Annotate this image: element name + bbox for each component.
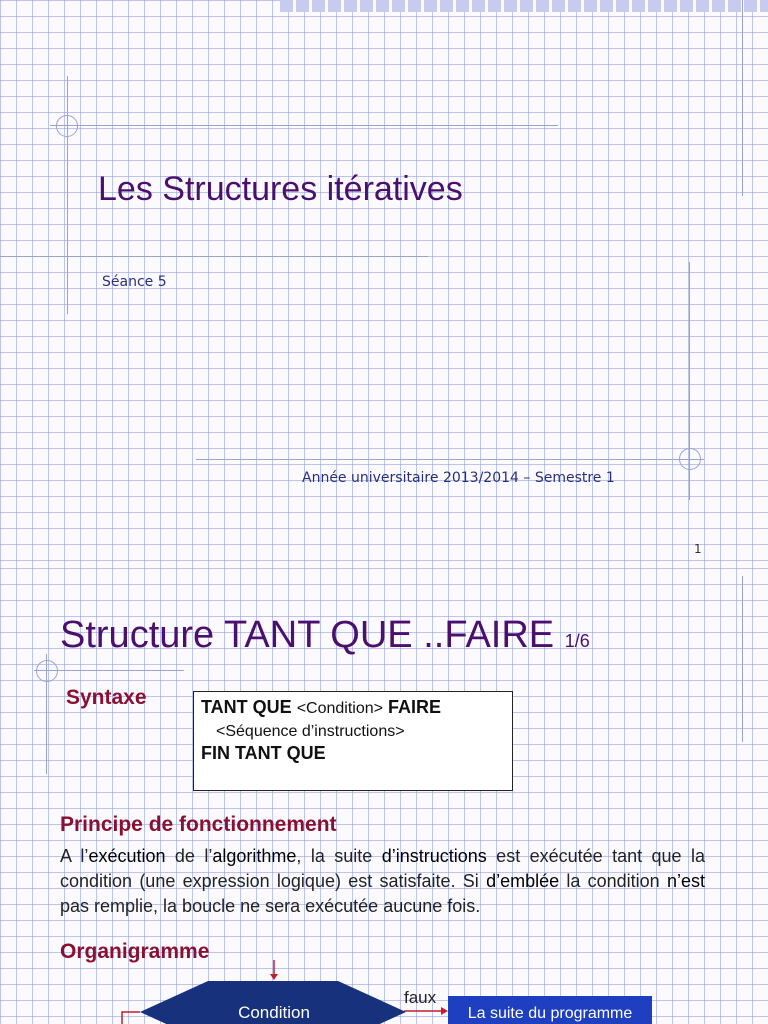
principle-paragraph <box>60 844 705 919</box>
slide-title-fraction: 1/6 <box>564 631 590 651</box>
next-program-label: La suite du programme <box>467 1005 633 1022</box>
principle-text: A l’ <box>60 846 89 866</box>
flowchart-heading: Organigramme <box>60 940 210 963</box>
principle-text: est exécutée tant que la condition (une expression logique) est satisfaite. Si <box>60 846 705 891</box>
decor-line <box>0 256 428 257</box>
slide-title-text: Structure TANT QUE ..FAIRE <box>60 614 555 656</box>
decor-circle <box>36 660 58 682</box>
syntax-box <box>193 691 513 791</box>
decor-line <box>50 125 558 126</box>
principle-text: la condition <box>559 871 667 891</box>
principle-keyword: exécution <box>88 846 166 866</box>
decor-line <box>196 459 704 460</box>
page-number: 1 <box>694 542 702 556</box>
decor-circle <box>56 115 78 137</box>
syntax-condition: <Condition> <box>296 700 383 717</box>
principle-keyword: d’emblée <box>486 871 560 891</box>
decor-circle <box>679 448 701 470</box>
condition-label: Condition <box>238 1003 310 1022</box>
entry-arrow-head <box>270 974 278 980</box>
session-label: Séance 5 <box>102 274 167 290</box>
syntax-sequence: <Séquence d’instructions> <box>216 723 405 740</box>
principle-heading: Principe de fonctionnement <box>60 813 337 836</box>
keyword-faire: FAIRE <box>388 697 442 717</box>
decor-line <box>742 0 743 196</box>
header-decoration <box>280 0 768 12</box>
principle-text: pas remplie, la boucle ne sera exécutée aucune fois. <box>60 896 481 916</box>
content-slide <box>0 568 768 1024</box>
decor-line <box>742 576 743 742</box>
principle-text: , la suite <box>296 846 382 866</box>
loop-arrow-line <box>122 1012 140 1024</box>
principle-keyword: algorithme <box>212 846 297 866</box>
keyword-tantque: TANT QUE <box>201 697 292 717</box>
academic-year: Année universitaire 2013/2014 – Semestre 1 <box>302 470 615 486</box>
principle-keyword: d’instructions <box>381 846 487 866</box>
flowchart <box>0 948 768 1024</box>
false-arrow-head <box>441 1007 448 1015</box>
decor-line <box>67 76 68 314</box>
syntax-line-1 <box>201 697 441 718</box>
principle-text: de l’ <box>165 846 213 866</box>
presentation-title: Les Structures itératives <box>98 170 463 208</box>
false-label: faux <box>404 988 437 1007</box>
principle-keyword: n’est <box>666 871 705 891</box>
slide-title <box>60 614 590 657</box>
keyword-fin-tant-que: FIN TANT QUE <box>201 743 326 763</box>
syntax-heading: Syntaxe <box>66 686 147 709</box>
